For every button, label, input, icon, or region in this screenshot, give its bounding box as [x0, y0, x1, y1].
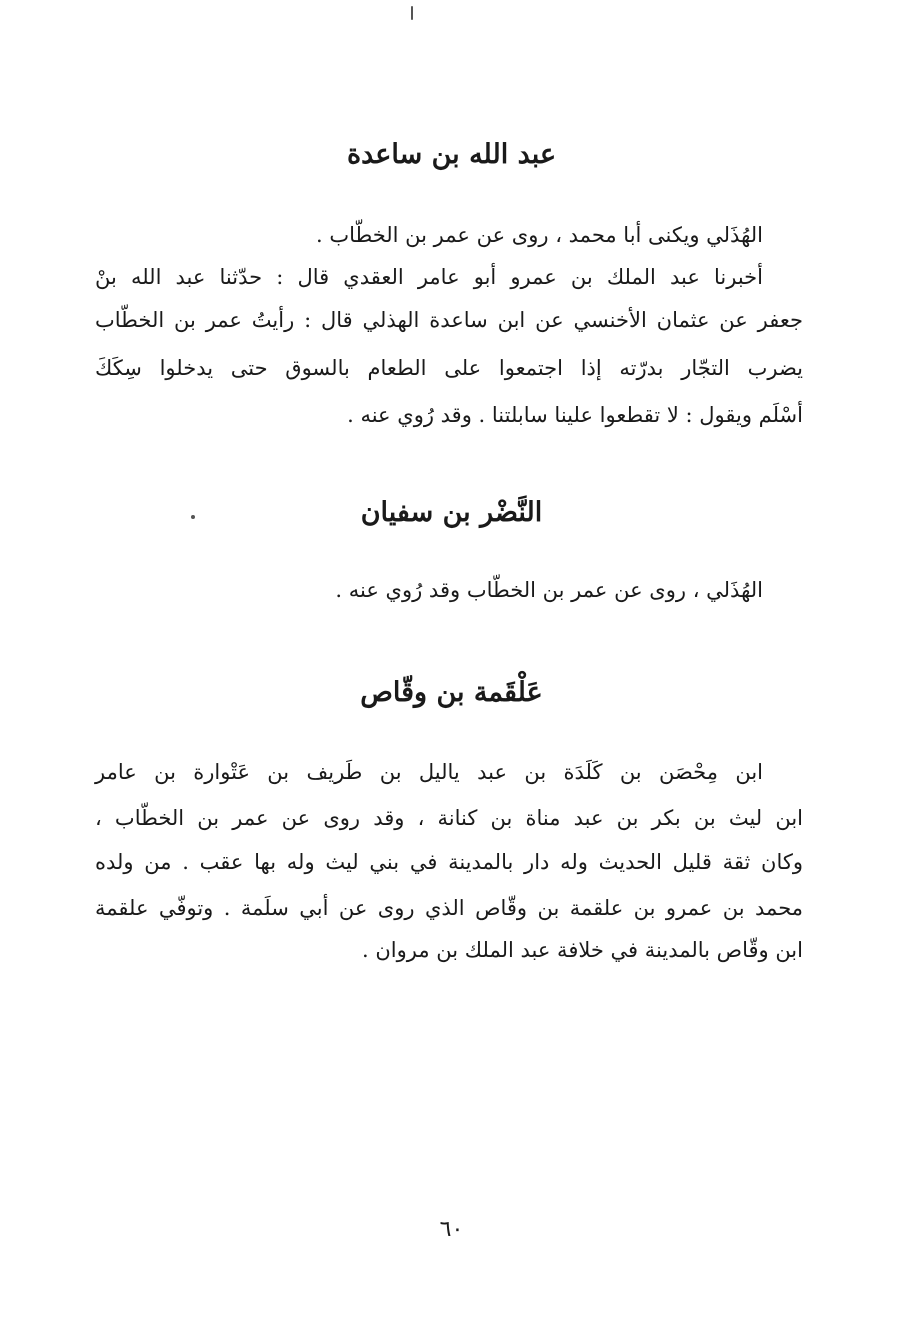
section-title-nadr-ibn-sufyan: النَّضْر بن سفيان	[360, 497, 543, 528]
page-number: ٦٠	[439, 1217, 464, 1242]
scan-mark	[411, 6, 413, 20]
text-line: ابن مِحْصَن بن كَلَدَة بن عبد ياليل بن طَريف بن عَتْوارة بن عامر	[95, 760, 763, 784]
text-line: الهُذَلي ، روى عن عمر بن الخطّاب وقد رُوي عنه .	[335, 578, 763, 602]
text-line: محمد بن عمرو بن علقمة بن وقّاص الذي روى عن أبي سلَمة . وتوفّي علقمة	[95, 896, 803, 920]
text-line: أسْلَم ويقول : لا تقطعوا علينا سابلتنا . وقد رُوي عنه .	[347, 403, 803, 427]
text-line: يضرب التجّار بدرّته إذا اجتمعوا على الطعام بالسوق حتى يدخلوا سِكَكَ	[95, 356, 803, 380]
section-title-abdullah-ibn-saida: عبد الله بن ساعدة	[346, 139, 557, 170]
section-title-alqama-ibn-waqqas: عَلْقَمة بن وقّاص	[360, 677, 543, 708]
text-line: جعفر عن عثمان الأخنسي عن ابن ساعدة الهذلي قال : رأيتُ عمر بن الخطّاب	[95, 308, 803, 332]
text-line: وكان ثقة قليل الحديث وله دار بالمدينة في بني ليث وله بها عقب . من ولده	[95, 850, 803, 874]
text-line: أخبرنا عبد الملك بن عمرو أبو عامر العقدي قال : حدّثنا عبد الله بنْ	[95, 265, 763, 289]
scan-speck	[191, 515, 195, 519]
text-line: الهُذَلي ويكنى أبا محمد ، روى عن عمر بن الخطّاب .	[315, 223, 763, 247]
text-line: ابن وقّاص بالمدينة في خلافة عبد الملك بن مروان .	[362, 938, 803, 962]
text-line: ابن ليث بن بكر بن عبد مناة بن كنانة ، وقد روى عن عمر بن الخطّاب ،	[95, 806, 803, 830]
